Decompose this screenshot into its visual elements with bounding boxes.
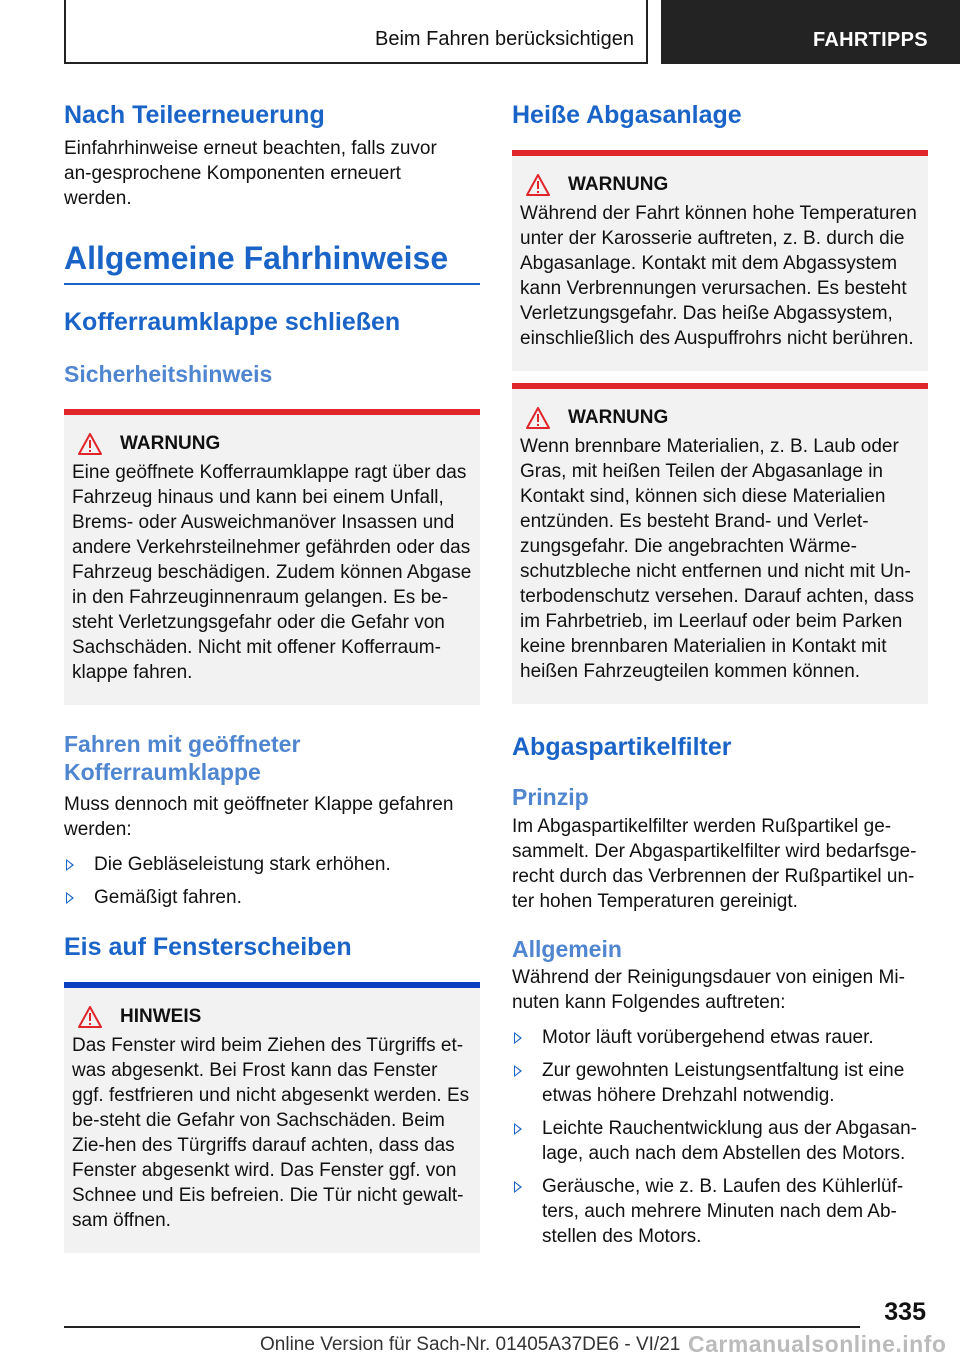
list-fahren-mit-geoeffneter [64,852,480,910]
bullet-triangle-icon [514,1123,522,1135]
warning-title [72,433,472,455]
hint-text-fenster: Das Fenster wird beim Ziehen des Türgriffs et-was abgesenkt. Bei Frost kann das Fenster ggf. festfrieren und nicht abgesenkt werden. Es be-steht die Gefahr von Sachschäden. Beim Zie-hen des Türgriffs darauf achten, dass das Fenster abgesenkt wird. Das Fenster ggf. von Schnee und Eis befreien. Die Tür nicht gewalt-sam öffnen. [72,1035,470,1232]
heading-sicherheitshinweis: Sicherheitshinweis [64,361,273,388]
heading-eis-auf-fensterscheiben: Eis auf Fensterscheiben [64,933,352,962]
chapter-tab [661,0,960,64]
warning-label: WARNUNG [120,432,221,454]
hint-box-fenster [64,982,480,1253]
heading-allgemeine-fahrhinweise-wrap [64,239,480,285]
list-item: Geräusche, wie z. B. Laufen des Kühlerlüf-ters, auch mehrere Minuten nach dem Ab-stellen des Motors. [512,1174,928,1249]
footer-rule [64,1326,860,1328]
list-allgemein [512,1025,928,1249]
left-column [64,100,480,1253]
warning-text-brennbare-materialien: Wenn brennbare Materialien, z. B. Laub oder Gras, mit heißen Teilen der Abgasanlage in Kontakt sind, können sich diese Materialien entzünden. Es besteht Brand- und Verlet-zungsgefahr. Die angebrachten Wärme-schutzbleche nicht entfernen und nicht mit Un-terbodenschutz versehen. Darauf achten, dass im Fahrbetrieb, im Leerlauf oder beim Parken keine brennbaren Materialien in Kontakt mit heißen Fahrzeugteilen kommen können. [520,436,914,682]
warning-box-temperaturen [512,150,928,371]
warning-text-kofferraum: Eine geöffnete Kofferraumklappe ragt über das Fahrzeug hinaus und kann bei einem Unfall, Brems- oder Ausweichmanöver Insassen und andere Verkehrsteilnehmer gefährden oder das Fahrzeug beschädigen. Zudem können Abgase in den Fahrzeuginnenraum gelangen. Es be-steht Verletzungsgefahr oder die Gefahr von Sachschäden. Nicht mit offener Kofferraum-klappe fahren. [72,461,472,683]
warning-triangle-icon [78,1006,102,1028]
bullet-triangle-icon [514,1181,522,1193]
list-item: Zur gewohnten Leistungsentfaltung ist eine etwas höhere Drehzahl notwendig. [512,1058,928,1108]
hint-title [72,1006,472,1028]
page-number: 335 [884,1298,926,1326]
heading-allgemein: Allgemein [512,935,622,962]
text-allgemein: Während der Reinigungsdauer von einigen Mi-nuten kann Folgendes auftreten: [512,967,905,1014]
bullet-triangle-icon [514,1065,522,1077]
heading-heisse-abgasanlage: Heiße Abgasanlage [512,101,742,129]
heading-allgemeine-fahrhinweise: Allgemeine Fahrhinweise [64,240,449,276]
warning-box-brennbare-materialien [512,383,928,704]
heading-fahren-mit-geoeffneter: Fahren mit geöffneter Kofferraumklappe [64,730,301,785]
watermark-text: Carmanualsonline.info [688,1331,947,1357]
heading-abgaspartikelfilter: Abgaspartikelfilter [512,733,732,761]
heading-nach-teileerneuerung: Nach Teileerneuerung [64,101,325,129]
bullet-triangle-icon [514,1032,522,1044]
warning-triangle-icon [78,433,102,455]
footer-version-text: Online Version für Sach-Nr. 01405A37DE6 - VI/21 [260,1334,681,1355]
heading-prinzip: Prinzip [512,784,589,810]
warning-triangle-icon [526,407,550,429]
warning-label: WARNUNG [568,174,669,195]
list-item: Gemäßigt fahren. [64,885,480,910]
list-item: Leichte Rauchentwicklung aus der Abgasan-lage, auch nach dem Abstellen des Motors. [512,1116,928,1166]
warning-title [520,174,920,196]
chapter-label: FAHRTIPPS [813,29,928,51]
heading-kofferraumklappe: Kofferraumklappe schließen [64,308,401,337]
text-teileerneuerung: Einfahrhinweise erneut beachten, falls zuvor an-gesprochene Komponenten erneuert werden. [64,138,437,209]
bullet-triangle-icon [66,859,74,871]
warning-text-temperaturen: Während der Fahrt können hohe Temperaturen unter der Karosserie auftreten, z. B. durch die Abgasanlage. Kontakt mit dem Abgassystem kann Verbrennungen verursachen. Es besteht Verletzungsgefahr. Das heiße Abgassystem, einschließlich des Auspuffrohrs nicht berühren. [520,203,917,349]
running-header-frame [64,0,648,64]
warning-title [520,407,920,429]
right-column [512,100,928,1257]
warning-label: WARNUNG [568,407,669,428]
text-fahren-mit-geoeffneter: Muss dennoch mit geöffneter Klappe gefahren werden: [64,794,454,841]
warning-triangle-icon [526,174,550,196]
list-item: Motor läuft vorübergehend etwas rauer. [512,1025,928,1050]
hint-label: HINWEIS [120,1006,202,1028]
bullet-triangle-icon [66,892,74,904]
running-header-section: Beim Fahren berücksichtigen [374,28,634,50]
text-prinzip: Im Abgaspartikelfilter werden Rußpartikel ge-sammelt. Der Abgaspartikelfilter wird bedarfsge-recht durch das Verbrennen der Rußpartikel un-ter hohen Temperaturen gereinigt. [512,815,917,912]
warning-box-kofferraum [64,409,480,705]
list-item: Die Gebläseleistung stark erhöhen. [64,852,480,877]
